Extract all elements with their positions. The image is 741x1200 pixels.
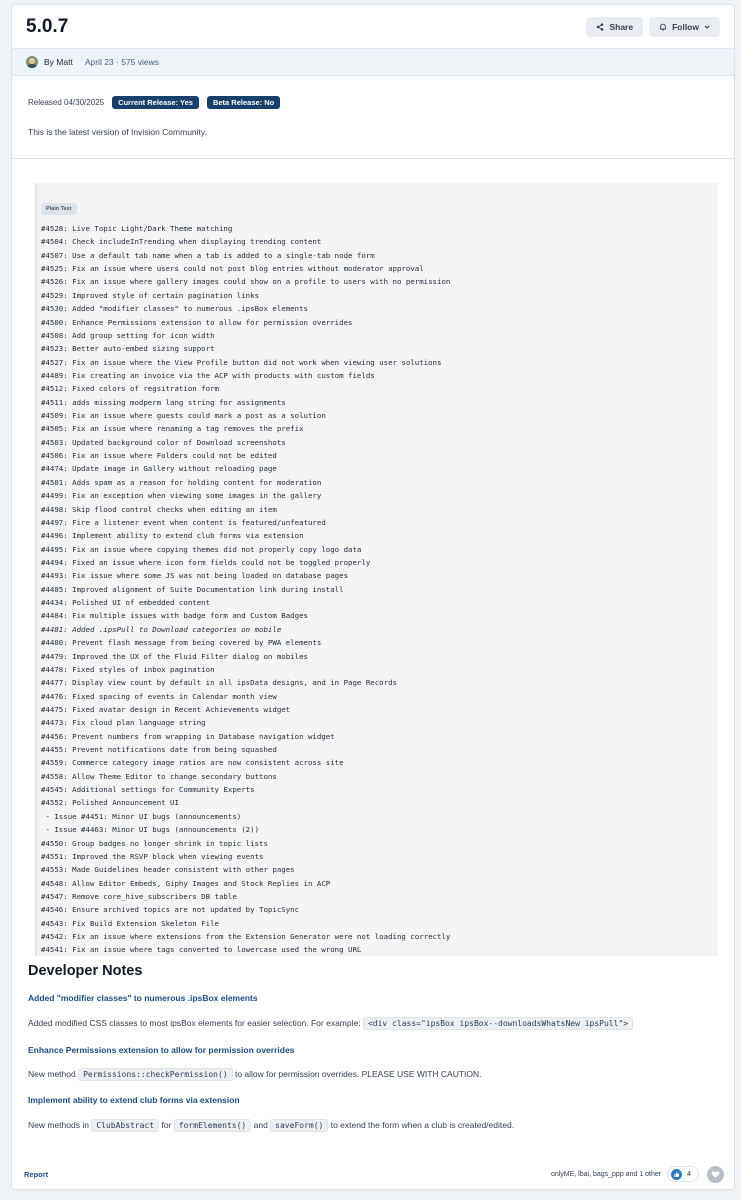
code-line: #4548: Allow Editor Embeds, Giphy Images and Stock Replies in ACP	[41, 878, 331, 888]
code-line: #4476: Fixed spacing of events in Calendar month view	[41, 691, 277, 701]
report-link[interactable]: Report	[24, 1169, 49, 1179]
note-3-for: for	[161, 1120, 172, 1130]
developer-notes	[28, 963, 718, 1130]
code-line: #4481: Added .ipsPull to Download categories on mobile	[41, 624, 282, 634]
note-title-club-forms: Implement ability to extend club forms via extension	[28, 1095, 240, 1105]
note-1-code: <div class="ipsBox ipsBox--downloadsWhatsNew ipsPull">	[363, 1017, 633, 1030]
by-prefix: By	[44, 57, 54, 67]
code-line: #4525: Fix an issue where users could not post blog entries without moderator approval	[41, 264, 424, 274]
beta-release-badge: Beta Release: No	[207, 96, 280, 109]
code-line: #4543: Fix Build Extension Skeleton File	[41, 918, 219, 928]
code-line: #4507: Use a default tab name when a tab is added to a single-tab node form	[41, 250, 375, 260]
bell-icon	[659, 23, 667, 31]
note-text-permissions	[28, 1069, 718, 1079]
code-line: #4558: Allow Theme Editor to change secondary buttons	[41, 771, 277, 781]
code-line: - Issue #4463: Minor UI bugs (announcements (2))	[41, 825, 260, 835]
note-text-modifier-classes	[28, 1018, 718, 1028]
note-3-post: to extend the form when a club is created/edited.	[330, 1120, 515, 1130]
page-header	[12, 5, 734, 48]
author-line	[44, 57, 73, 67]
author-meta	[12, 48, 734, 76]
code-line: #4497: Fire a listener event when content is featured/unfeatured	[41, 517, 326, 527]
note-2-pre: New method	[28, 1069, 76, 1079]
reaction-count: 4	[687, 1170, 691, 1178]
code-line: #4504: Check includeInTrending when displaying trending content	[41, 237, 322, 247]
section-divider	[12, 158, 734, 159]
code-line: #4506: Fix an issue where Folders could not be edited	[41, 451, 277, 461]
follow-button[interactable]	[649, 17, 720, 37]
release-info	[12, 76, 734, 137]
note-title-modifier-classes: Added "modifier classes" to numerous .ipsBox elements	[28, 993, 258, 1003]
note-1-text: Added modified CSS classes to most ipsBox elements for easier selection. For example:	[28, 1018, 361, 1028]
code-line: #4496: Implement ability to extend club forms via extension	[41, 531, 304, 541]
release-date: Released 04/30/2025	[28, 98, 105, 107]
code-line: #4484: Fix multiple issues with badge form and Custom Badges	[41, 611, 308, 621]
note-3-code-1: ClubAbstract	[91, 1119, 159, 1132]
code-line: #4474: Update image in Gallery without reloading page	[41, 464, 277, 474]
reactions	[551, 1166, 724, 1183]
note-3-pre: New methods in	[28, 1120, 89, 1130]
code-line: #4495: Fix an issue where copying themes did not properly copy logo data	[41, 544, 362, 554]
code-line: #4545: Additional settings for Community Experts	[41, 785, 255, 795]
code-line: #4455: Prevent notifications date from being squashed	[41, 745, 277, 755]
code-line: #4501: Adds spam as a reason for holding content for moderation	[41, 477, 322, 487]
like-reaction-icon	[671, 1169, 682, 1180]
reacted-by-list[interactable]: onlyME, lbai, bags_ppp and 1 other	[550, 1170, 662, 1178]
code-line: - Issue #4451: Minor UI bugs (announcements)	[41, 811, 242, 821]
code-line: #4541: Fix an issue where tags converted to lowercase used the wrong URL	[41, 945, 362, 955]
post-date-views: April 23 · 575 views	[84, 57, 159, 67]
code-line: #4485: Improved alignment of Suite Documentation link during install	[41, 584, 344, 594]
code-line: #4512: Fixed colors of regsitration form	[41, 384, 219, 394]
code-line: #4526: Fix an issue where gallery images could show on a profile to users with no permission	[41, 277, 451, 287]
code-line: #4508: Add group setting for icon width	[41, 330, 215, 340]
code-line: #4456: Prevent numbers from wrapping in Database navigation widget	[41, 731, 335, 741]
code-lines	[41, 222, 718, 957]
code-line: #4475: Fixed avatar design in Recent Achievements widget	[41, 704, 291, 714]
note-title-permissions: Enhance Permissions extension to allow for permission overrides	[28, 1045, 295, 1055]
code-line: #4528: Live Topic Light/Dark Theme matching	[41, 224, 233, 233]
code-line: #4559: Commerce category image ratios are now consistent across site	[41, 758, 344, 768]
code-line: #4523: Better auto-embed sizing support	[41, 344, 215, 354]
code-line: #4480: Prevent flash message from being covered by PWA elements	[41, 638, 322, 648]
note-2-code: Permissions::checkPermission()	[78, 1068, 233, 1081]
code-line: #4527: Fix an issue where the View Profile button did not work when viewing user solutions	[41, 357, 442, 367]
release-row	[28, 96, 718, 109]
code-line: #4479: Improved the UX of the Fluid Filter dialog on mobiles	[41, 651, 308, 661]
chevron-down-icon	[704, 24, 710, 30]
reaction-count-pill[interactable]	[667, 1166, 699, 1182]
code-line: #4503: Updated background color of Download screenshots	[41, 437, 286, 447]
code-line: #4500: Enhance Permissions extension to allow for permission overrides	[41, 317, 353, 327]
page-title: 5.0.7	[26, 15, 69, 37]
code-language-badge: Plain Text	[41, 203, 77, 215]
code-line: #4477: Display view count by default in all ipsData designs, and in Page Records	[41, 678, 397, 688]
current-release-badge: Current Release: Yes	[112, 96, 199, 109]
code-line: #4505: Fix an issue where renaming a tag removes the prefix	[41, 424, 304, 434]
code-line: #4530: Added "modifier classes" to numerous .ipsBox elements	[41, 304, 308, 314]
code-line: #4511: adds missing modperm lang string for assignments	[41, 397, 286, 407]
follow-label: Follow	[672, 21, 699, 32]
heart-icon[interactable]	[707, 1166, 724, 1183]
code-line: #4434: Polished UI of embedded content	[41, 598, 211, 608]
changelog-code-block	[35, 183, 718, 956]
release-intro: This is the latest version of Invision Community.	[28, 127, 207, 137]
share-label: Share	[609, 21, 634, 32]
avatar[interactable]	[26, 56, 38, 68]
note-2-post: to allow for permission overrides. PLEASE USE WITH CAUTION.	[234, 1069, 482, 1079]
code-line: #4529: Improved style of certain pagination links	[41, 290, 260, 300]
dev-notes-heading: Developer Notes	[28, 963, 143, 979]
share-button[interactable]	[586, 17, 643, 37]
note-3-code-2: formElements()	[174, 1119, 251, 1132]
code-line: #4494: Fixed an issue where icon form fields could not be toggled properly	[41, 557, 371, 567]
code-line: #4542: Fix an issue where extensions from the Extension Generator were not loading correctly	[41, 932, 451, 942]
post-footer	[12, 1159, 734, 1189]
note-3-code-3: saveForm()	[270, 1119, 328, 1132]
code-line: #4551: Improved the RSVP block when viewing events	[41, 851, 264, 861]
release-page	[11, 4, 735, 1190]
note-text-club-forms	[28, 1120, 718, 1130]
note-3-and: and	[253, 1120, 268, 1130]
code-line: #4509: Fix an issue where guests could mark a post as a solution	[41, 411, 326, 421]
code-line: #4550: Group badges no longer shrink in topic lists	[41, 838, 268, 848]
code-line: #4498: Skip flood control checks when editing an item	[41, 504, 277, 514]
code-line: #4473: Fix cloud plan language string	[41, 718, 206, 728]
share-icon	[596, 23, 604, 31]
code-line: #4489: Fix creating an invoice via the ACP with products with custom fields	[41, 370, 375, 380]
code-line: #4547: Remove core_hive_subscribers DB table	[41, 891, 237, 901]
code-line: #4478: Fixed styles of inbox pagination	[41, 664, 215, 674]
code-line: #4552: Polished Announcement UI	[41, 798, 179, 808]
code-line: #4553: Made Guidelines header consistent with other pages	[41, 865, 295, 875]
code-line: #4493: Fix issue where some JS was not being loaded on database pages	[41, 571, 349, 581]
code-line: #4499: Fix an exception when viewing some images in the gallery	[41, 491, 322, 501]
code-line: #4546: Ensure archived topics are not updated by TopicSync	[41, 905, 300, 915]
header-actions	[586, 17, 720, 37]
author-link[interactable]: Matt	[56, 57, 73, 67]
